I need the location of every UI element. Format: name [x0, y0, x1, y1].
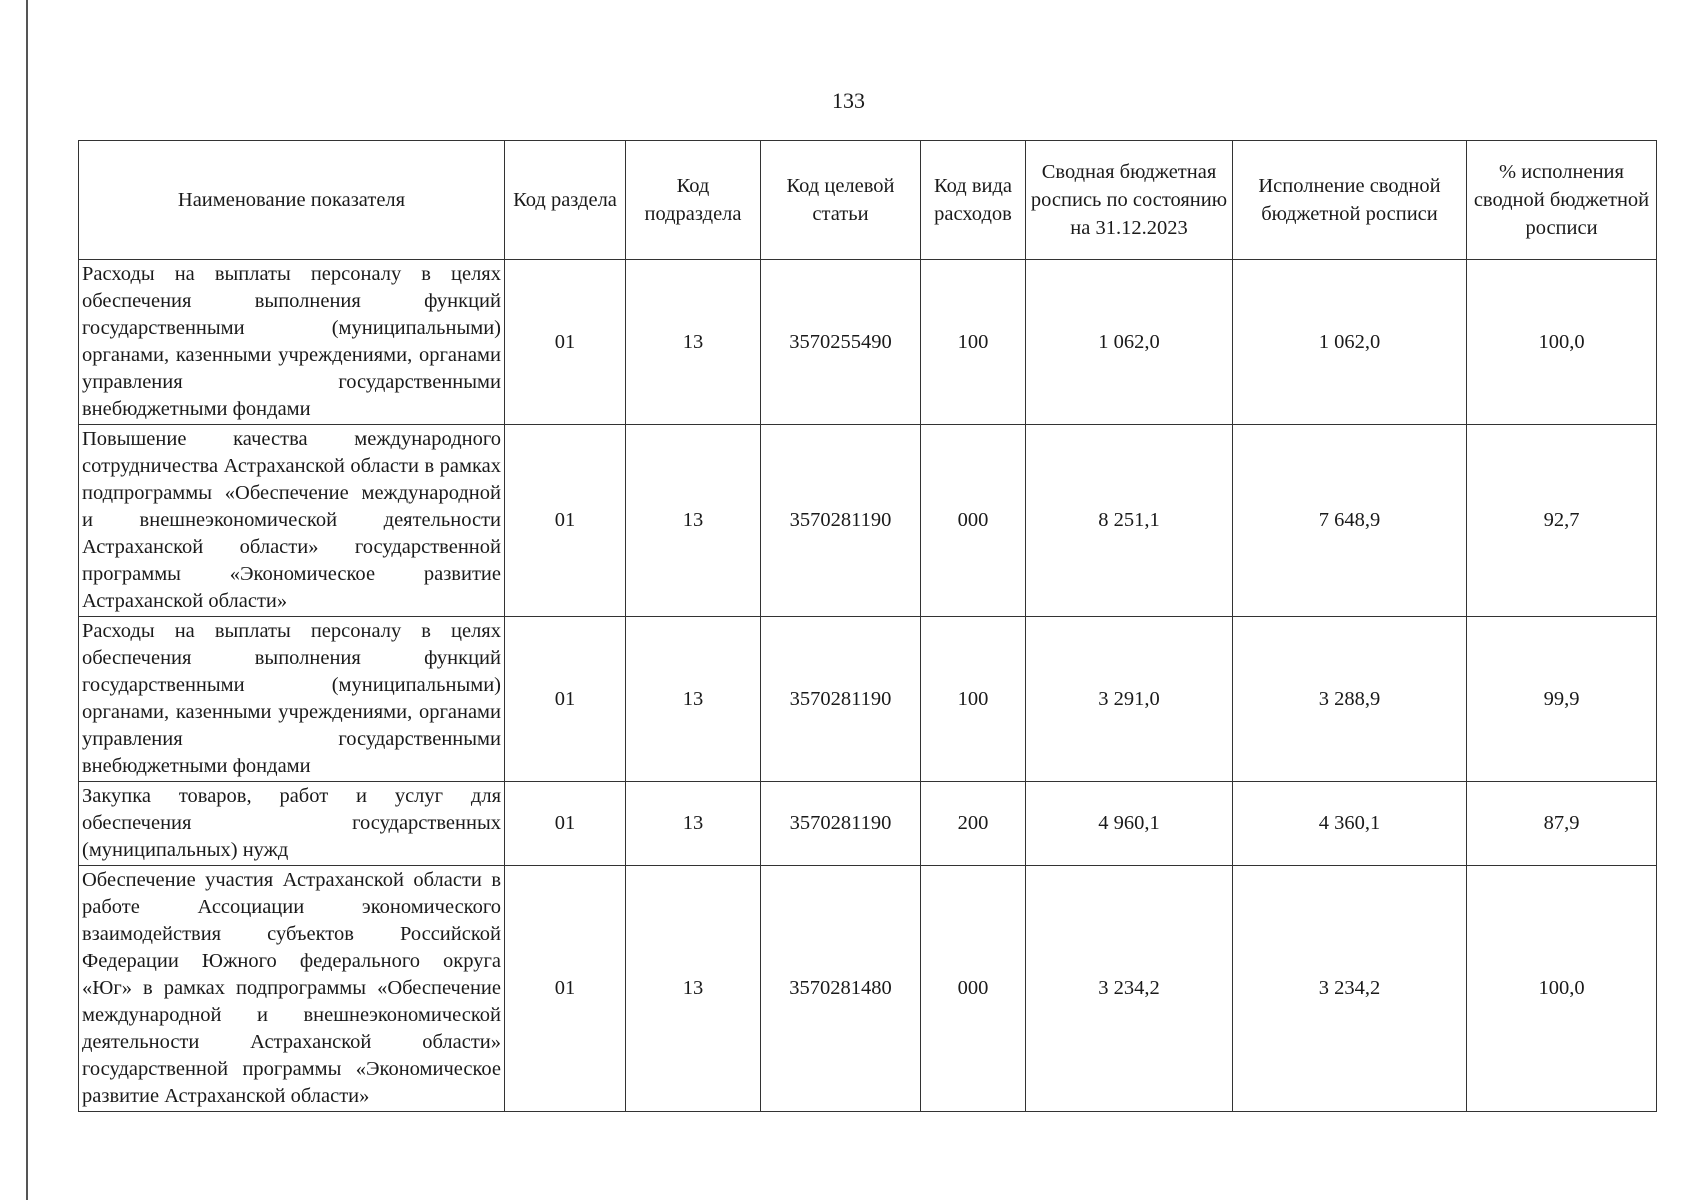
target-code-cell: 3570281480: [761, 866, 921, 1112]
subsection-code-cell: 13: [626, 782, 761, 866]
planned-cell: 1 062,0: [1026, 260, 1233, 425]
subsection-code-cell: 13: [626, 617, 761, 782]
executed-cell: 3 234,2: [1233, 866, 1467, 1112]
target-code-cell: 3570255490: [761, 260, 921, 425]
subsection-code-cell: 13: [626, 260, 761, 425]
header-execution-percent: % исполнения сводной бюджетной росписи: [1467, 141, 1657, 260]
header-indicator-name: Наименование показателя: [79, 141, 505, 260]
target-code-cell: 3570281190: [761, 425, 921, 617]
page-margin-line: [26, 0, 28, 1200]
indicator-name-cell: Повышение качества международного сотрудничества Астраханской области в рамках подпрограммы «Обеспечение международной и внешнеэкономической деятельности Астраханской области» государственной программы «Экономическое развитие Астраханской области»: [79, 425, 505, 617]
header-target-code: Код целевой статьи: [761, 141, 921, 260]
subsection-code-cell: 13: [626, 425, 761, 617]
section-code-cell: 01: [505, 425, 626, 617]
table-row: [79, 260, 1657, 425]
section-code-cell: 01: [505, 782, 626, 866]
executed-cell: 7 648,9: [1233, 425, 1467, 617]
expense-type-cell: 000: [921, 866, 1026, 1112]
header-subsection-code: Код подраздела: [626, 141, 761, 260]
planned-cell: 8 251,1: [1026, 425, 1233, 617]
subsection-code-cell: 13: [626, 866, 761, 1112]
header-executed-budget: Исполнение сводной бюджетной росписи: [1233, 141, 1467, 260]
percent-cell: 100,0: [1467, 260, 1657, 425]
expense-type-cell: 100: [921, 260, 1026, 425]
indicator-name-cell: Обеспечение участия Астраханской области в работе Ассоциации экономического взаимодействия субъектов Российской Федерации Южного федерального округа «Юг» в рамках подпрограммы «Обеспечение международной и внешнеэкономической деятельности Астраханской области» государственной программы «Экономическое развитие Астраханской области»: [79, 866, 505, 1112]
page-number: 133: [832, 88, 865, 113]
budget-table: [78, 140, 1657, 1112]
table-row: [79, 617, 1657, 782]
expense-type-cell: 000: [921, 425, 1026, 617]
percent-cell: 87,9: [1467, 782, 1657, 866]
target-code-cell: 3570281190: [761, 782, 921, 866]
percent-cell: 100,0: [1467, 866, 1657, 1112]
section-code-cell: 01: [505, 866, 626, 1112]
percent-cell: 92,7: [1467, 425, 1657, 617]
indicator-name-cell: Закупка товаров, работ и услуг для обеспечения государственных (муниципальных) нужд: [79, 782, 505, 866]
header-section-code: Код раздела: [505, 141, 626, 260]
executed-cell: 4 360,1: [1233, 782, 1467, 866]
table-row: [79, 866, 1657, 1112]
indicator-name-cell: Расходы на выплаты персоналу в целях обеспечения выполнения функций государственными (муниципальными) органами, казенными учреждениями, органами управления государственными внебюджетными фондами: [79, 617, 505, 782]
header-expense-type-code: Код вида расходов: [921, 141, 1026, 260]
planned-cell: 4 960,1: [1026, 782, 1233, 866]
indicator-name-cell: Расходы на выплаты персоналу в целях обеспечения выполнения функций государственными (муниципальными) органами, казенными учреждениями, органами управления государственными внебюджетными фондами: [79, 260, 505, 425]
expense-type-cell: 100: [921, 617, 1026, 782]
executed-cell: 3 288,9: [1233, 617, 1467, 782]
table-row: [79, 425, 1657, 617]
executed-cell: 1 062,0: [1233, 260, 1467, 425]
header-planned-budget: Сводная бюджетная роспись по состоянию на 31.12.2023: [1026, 141, 1233, 260]
planned-cell: 3 234,2: [1026, 866, 1233, 1112]
section-code-cell: 01: [505, 617, 626, 782]
table-row: [79, 782, 1657, 866]
target-code-cell: 3570281190: [761, 617, 921, 782]
expense-type-cell: 200: [921, 782, 1026, 866]
percent-cell: 99,9: [1467, 617, 1657, 782]
planned-cell: 3 291,0: [1026, 617, 1233, 782]
section-code-cell: 01: [505, 260, 626, 425]
table-header-row: [79, 141, 1657, 260]
